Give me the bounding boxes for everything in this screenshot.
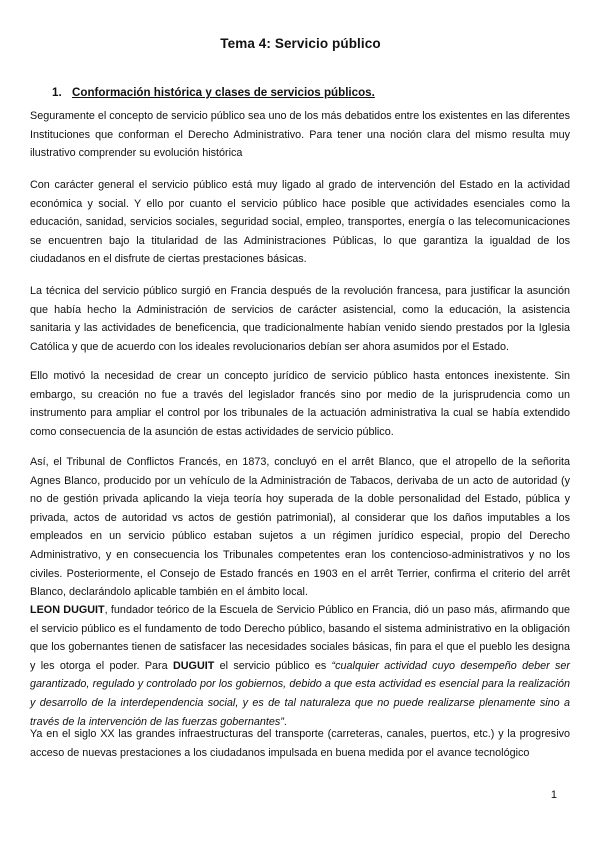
paragraph-4: Ello motivó la necesidad de crear un concepto jurídico de servicio público hasta entonces inexistente. Sin embargo, su creación no fue a través del legislador francés sino por medio de la jurisprudencia como un instrumento para ampliar el control por los tribunales de la actuación administrativa la cual se había extendido como consecuencia de la asunción de estas actividades de servicio público.: [30, 370, 570, 438]
section-heading-text: Conformación histórica y clases de servicios públicos.: [72, 86, 375, 99]
page-title: Tema 4: Servicio público: [220, 36, 381, 51]
paragraph-2: Con carácter general el servicio público está muy ligado al grado de intervención del Estado en la actividad económica y social. Y ello por cuanto el servicio público hace posible que actividades esenciales como la educación, sanidad, servicios sociales, seguridad social, empleo, transportes, energía o las telecomunicaciones se encuentren bajo la titularidad de las Administraciones Públicas, lo que garantiza la igualdad de los ciudadanos en el disfrute de ciertas prestaciones básicas.: [30, 179, 570, 266]
page-number: 1: [550, 789, 557, 801]
section-heading: [52, 86, 375, 99]
paragraph-text: el servicio público es: [214, 659, 332, 672]
author-name: DUGUIT: [172, 659, 215, 672]
paragraph-1: Seguramente el concepto de servicio público sea uno de los más debatidos entre los existentes en las diferentes Instituciones que conforman el Derecho Administrativo. Para tener una noción clara del mismo resulta muy ilustrativo comprender su evolución histórica: [30, 110, 570, 160]
paragraph-5: Así, el Tribunal de Conflictos Francés, en 1873, concluyó en el arrêt Blanco, que el atropello de la señorita Agnes Blanco, producido por un vehículo de la Administración de Tabacos, derivaba de un acto de autoridad (y no de gestión privada aplicando la vieja teoría hoy superada de la doble personalidad del Estado, pública y privada, actos de autoridad vs actos de gestión patrimonial), al considerar que los daños imputables a los empleados en un servicio público estaban sujetos a un régimen jurídico especial, propio del Derecho Administrativo, y en consecuencia los Tribunales competentes eran los contencioso-administrativos y no los civiles. Posteriormente, el Consejo de Estado francés en 1903 en el arrêt Terrier, confirma el criterio del arrêt Blanco, declarándolo aplicable también en el ámbito local.: [30, 456, 570, 599]
paragraph-text: .: [283, 715, 287, 728]
paragraph-text: , fundador teórico de la Escuela de Servicio Público en Francia, dió un paso más, afirmando que el servicio público es el fundamento de todo Derecho público, basando el sistema administrativo en la obligación que los gobernantes tienen de satisfacer las necesidades sociales básicas, fin para el que el pueblo les designa y les otorga el poder. Para: [30, 604, 570, 672]
author-name: LEON DUGUIT: [30, 604, 105, 616]
paragraph-3: La técnica del servicio público surgió en Francia después de la revolución francesa, para justificar la asunción que había hecho la Administración de servicios de carácter asistencial, como la educación, la asistencia sanitaria y las actividades de beneficencia, que tradicionalmente habían venido siendo prestados por la Iglesia Católica y que de acuerdo con los ideales revolucionarios debían ser ahora asumidos por el Estado.: [30, 285, 570, 353]
definition-quote: “cualquier actividad cuyo desempeño deber ser garantizado, regulado y controlado por los gobiernos, debido a que esta actividad es esencial para la realización y desarrollo de la interdependencia social, y es de tal naturaleza que no puede realizarse plenamente sino a través de la intervención de las fuerzas gobernantes”: [30, 659, 570, 728]
paragraph-7: Ya en el siglo XX las grandes infraestructuras del transporte (carreteras, canales, puertos, etc.) y la progresivo acceso de nuevas prestaciones a los ciudadanos impulsada en buena medida por el avance tecnológico: [30, 728, 570, 759]
paragraph-duguit: [30, 601, 570, 731]
section-number: 1.: [52, 86, 62, 99]
